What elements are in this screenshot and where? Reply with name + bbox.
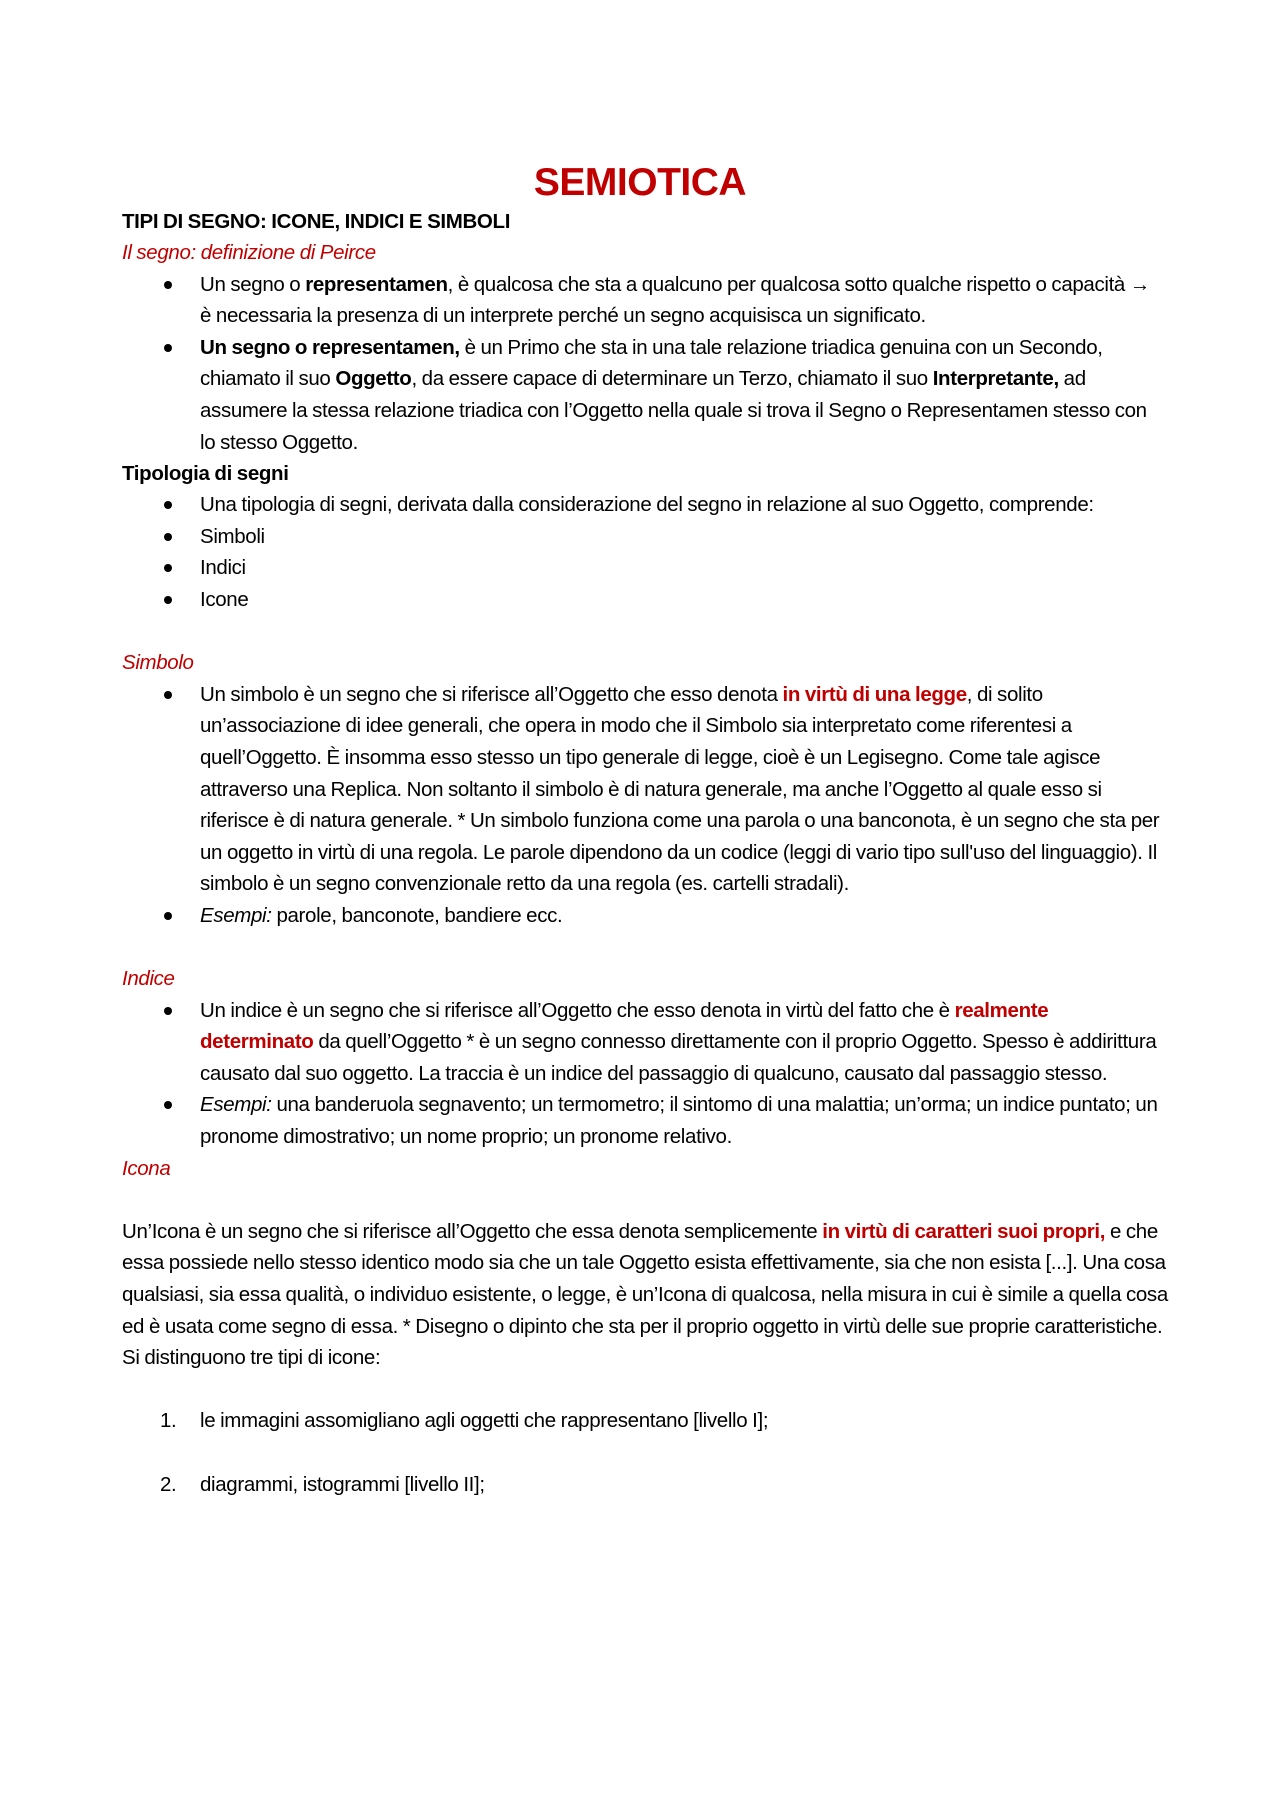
bullet-icon: [164, 691, 172, 699]
text-run: Un’Icona è un segno che si riferisce all’Oggetto che essa denota semplicemente: [122, 1219, 823, 1243]
examples-label: Esempi:: [200, 903, 272, 927]
list-item: [122, 1089, 1172, 1152]
bullet-icon: [164, 281, 172, 289]
bullet-text: Indici: [200, 556, 246, 580]
list-item: [122, 584, 1172, 616]
list-item-text: le immagini assomigliano agli oggetti che rappresentano [livello I];: [200, 1409, 769, 1433]
blank-line: [122, 1374, 1172, 1406]
blank-line: [122, 1184, 1172, 1216]
subheading-icona: Icona: [122, 1156, 171, 1180]
list-number: 1.: [160, 1409, 177, 1433]
text-run: da quell’Oggetto * è un segno connesso direttamente con il proprio Oggetto. Spesso è addirittura causato dal suo oggetto. La traccia è un indice del passaggio di qualcuno, causato dal passaggio stesso.: [200, 1030, 1157, 1085]
text-run: ad assumere la stessa relazione triadica con l’Oggetto nella quale si trova il Segno o Representamen stesso con lo stesso Oggetto.: [200, 367, 1147, 454]
text-run: e che essa possiede nello stesso identico modo sia che un tale Oggetto esista effettivamente, sia che non esista [...]. Una cosa qualsiasi, sia essa qualità, o individuo esistente, o legge, è un’Icona di qualcosa, nella misura in cui è simile a quella cosa ed è usata come segno di essa. * Disegno o dipinto che sta per il proprio oggetto in virtù delle sue proprie caratteristiche. Si distinguono tre tipi di icone:: [122, 1219, 1168, 1370]
tipologia-heading: Tipologia di segni: [122, 462, 289, 486]
subheading-peirce: Il segno: definizione di Peirce: [122, 241, 376, 264]
bullet-icon: [164, 533, 172, 541]
bullet-icon: [164, 596, 172, 604]
icona-paragraph: [122, 1216, 1172, 1374]
text-run: una banderuola segnavento; un termometro; il sintomo di una malattia; un’orma; un indice puntato; un pronome dimostrativo; un nome proprio; un pronome relativo.: [200, 1093, 1158, 1149]
section-heading: TIPI DI SEGNO: ICONE, INDICI E SIMBOLI: [122, 210, 511, 233]
bullet-icon: [164, 501, 172, 509]
bold-term: Oggetto: [335, 367, 412, 391]
bold-term: Un segno o representamen,: [200, 335, 460, 359]
list-item-text: diagrammi, istogrammi [livello II];: [200, 1472, 485, 1496]
bullet-text: [200, 269, 1160, 332]
bold-term: representamen: [305, 272, 448, 296]
highlight-text: realmente determinato: [200, 998, 1049, 1054]
bullet-icon: [164, 912, 172, 920]
bold-term: Interpretante,: [932, 367, 1059, 391]
bullet-icon: [164, 564, 172, 572]
text-run: Un indice è un segno che si riferisce all’Oggetto che esso denota in virtù del fatto che è: [200, 998, 955, 1022]
list-item: [122, 1469, 1172, 1501]
text-run: è necessaria la presenza di un interprete perché un segno acquisisca un significato.: [200, 304, 926, 328]
list-item: [122, 489, 1172, 521]
simbolo-bullet-list: [122, 679, 1172, 932]
indice-bullet-list: [122, 995, 1172, 1153]
text-run: Un simbolo è un segno che si riferisce all’Oggetto che esso denota: [200, 682, 783, 706]
icona-numbered-list: [122, 1405, 1172, 1500]
list-item: [122, 552, 1172, 584]
bullet-text: Icone: [200, 587, 249, 611]
highlight-text: in virtù di caratteri suoi propri,: [822, 1219, 1106, 1243]
bullet-icon: [164, 344, 172, 352]
peirce-bullet-list: [122, 269, 1172, 459]
subheading-indice: Indice: [122, 967, 175, 991]
text-run: , è qualcosa che sta a qualcuno per qualcosa sotto qualche rispetto o capacità: [447, 272, 1130, 296]
list-item: [122, 900, 1172, 932]
bullet-text: [200, 900, 1160, 932]
list-item: [122, 1405, 1172, 1437]
list-item: [122, 995, 1172, 1090]
text-run: è un Primo che sta in una tale relazione triadica genuina con un Secondo, chiamato il suo: [200, 335, 1103, 391]
bullet-text: [200, 1089, 1160, 1152]
text-run: Un segno o: [200, 272, 306, 296]
blank-line: [122, 931, 1172, 963]
blank-line: [122, 616, 1172, 648]
bullet-text: [200, 679, 1160, 900]
bullet-text: [200, 995, 1160, 1090]
list-item: [122, 332, 1172, 458]
subheading-simbolo: Simbolo: [122, 651, 194, 675]
text-run: , di solito un’associazione di idee generali, che opera in modo che il Simbolo sia interpretato come riferentesi a quell’Oggetto. È insomma esso stesso un tipo generale di legge, cioè è un Legisegno. Come tale agisce attraverso una Replica. Non soltanto il simbolo è di natura generale, ma anche l’Oggetto al quale esso si riferisce è di natura generale. * Un simbolo funziona come una parola o una banconota, è un segno che sta per un oggetto in virtù di una regola. Le parole dipendono da un codice (leggi di vario tipo sull'uso del linguaggio). Il simbolo è un segno convenzionale retto da una regola (es. cartelli stradali).: [200, 682, 1160, 896]
bullet-text: Simboli: [200, 524, 265, 548]
tipologia-bullet-list: [122, 489, 1172, 615]
bullet-text: [200, 332, 1160, 458]
text-run: parole, banconote, bandiere ecc.: [271, 903, 563, 927]
bullet-icon: [164, 1101, 172, 1109]
list-item: [122, 521, 1172, 553]
list-number: 2.: [160, 1472, 177, 1496]
page-title: SEMIOTICA: [533, 161, 747, 204]
document-body: [122, 158, 1172, 1532]
list-item: [122, 679, 1172, 900]
bullet-text: Una tipologia di segni, derivata dalla considerazione del segno in relazione al suo Oggetto, comprende:: [200, 493, 1094, 517]
text-run: , da essere capace di determinare un Terzo, chiamato il suo: [411, 367, 933, 391]
list-item: [122, 269, 1172, 332]
highlight-text: in virtù di una legge: [782, 682, 967, 706]
examples-label: Esempi:: [200, 1093, 272, 1117]
bullet-icon: [164, 1007, 172, 1015]
arrow-right-icon: →: [1129, 272, 1150, 296]
